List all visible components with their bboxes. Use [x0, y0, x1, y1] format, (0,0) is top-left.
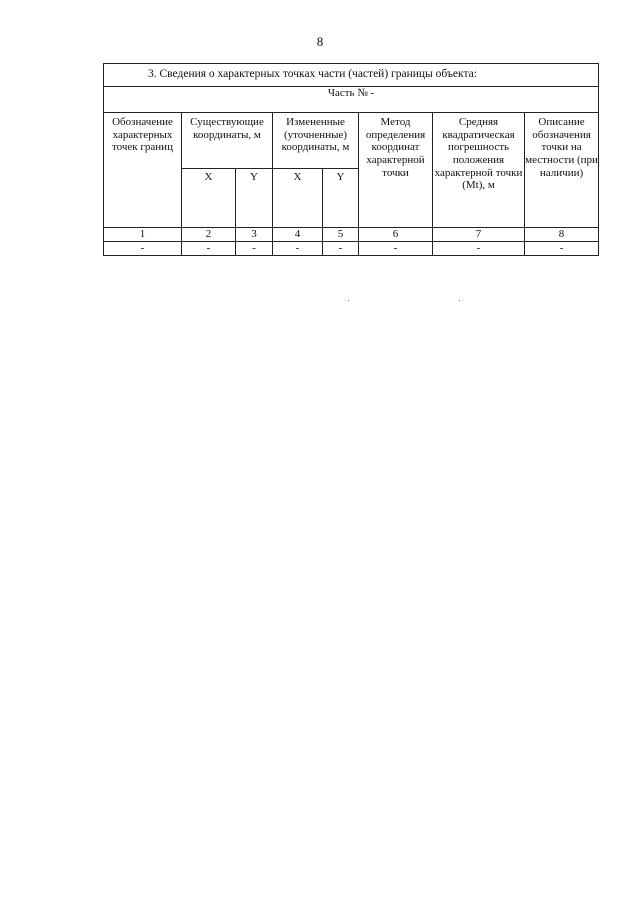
table-cell: -	[525, 242, 599, 256]
column-number: 5	[323, 228, 359, 242]
header-existing-x: X	[182, 169, 236, 228]
table-cell: -	[236, 242, 273, 256]
page-number: 8	[316, 34, 324, 49]
column-number: 4	[273, 228, 323, 242]
table-cell: -	[104, 242, 182, 256]
table-cell: -	[433, 242, 525, 256]
header-existing-coordinates: Существующие координаты, м	[182, 113, 273, 169]
header-changed-coordinates: Измененные (уточненные) координаты, м	[273, 113, 359, 169]
table-cell: -	[273, 242, 323, 256]
section-title: 3. Сведения о характерных точках части (частей) границы объекта:	[104, 64, 599, 87]
header-changed-x: X	[273, 169, 323, 228]
header-changed-y: Y	[323, 169, 359, 228]
scan-speck	[459, 300, 460, 301]
table-row	[104, 242, 599, 256]
column-number: 3	[236, 228, 273, 242]
column-number: 6	[359, 228, 433, 242]
column-number: 2	[182, 228, 236, 242]
header-existing-y: Y	[236, 169, 273, 228]
scan-speck	[348, 300, 349, 301]
column-number: 1	[104, 228, 182, 242]
characteristic-points-table	[103, 63, 599, 256]
header-point-designation: Обозначение характерных точек границ	[104, 113, 182, 228]
header-determination-method: Метод определения координат характерной точки	[359, 113, 433, 228]
column-number-row	[104, 228, 599, 242]
table-cell: -	[182, 242, 236, 256]
column-number: 7	[433, 228, 525, 242]
table-cell: -	[323, 242, 359, 256]
header-point-description: Описание обозначения точки на местности (при наличии)	[525, 113, 599, 228]
header-mean-square-error: Средняя квадратическая погрешность положения характерной точки (Mt), м	[433, 113, 525, 228]
column-number: 8	[525, 228, 599, 242]
table-cell: -	[359, 242, 433, 256]
part-label: Часть № -	[104, 87, 599, 113]
